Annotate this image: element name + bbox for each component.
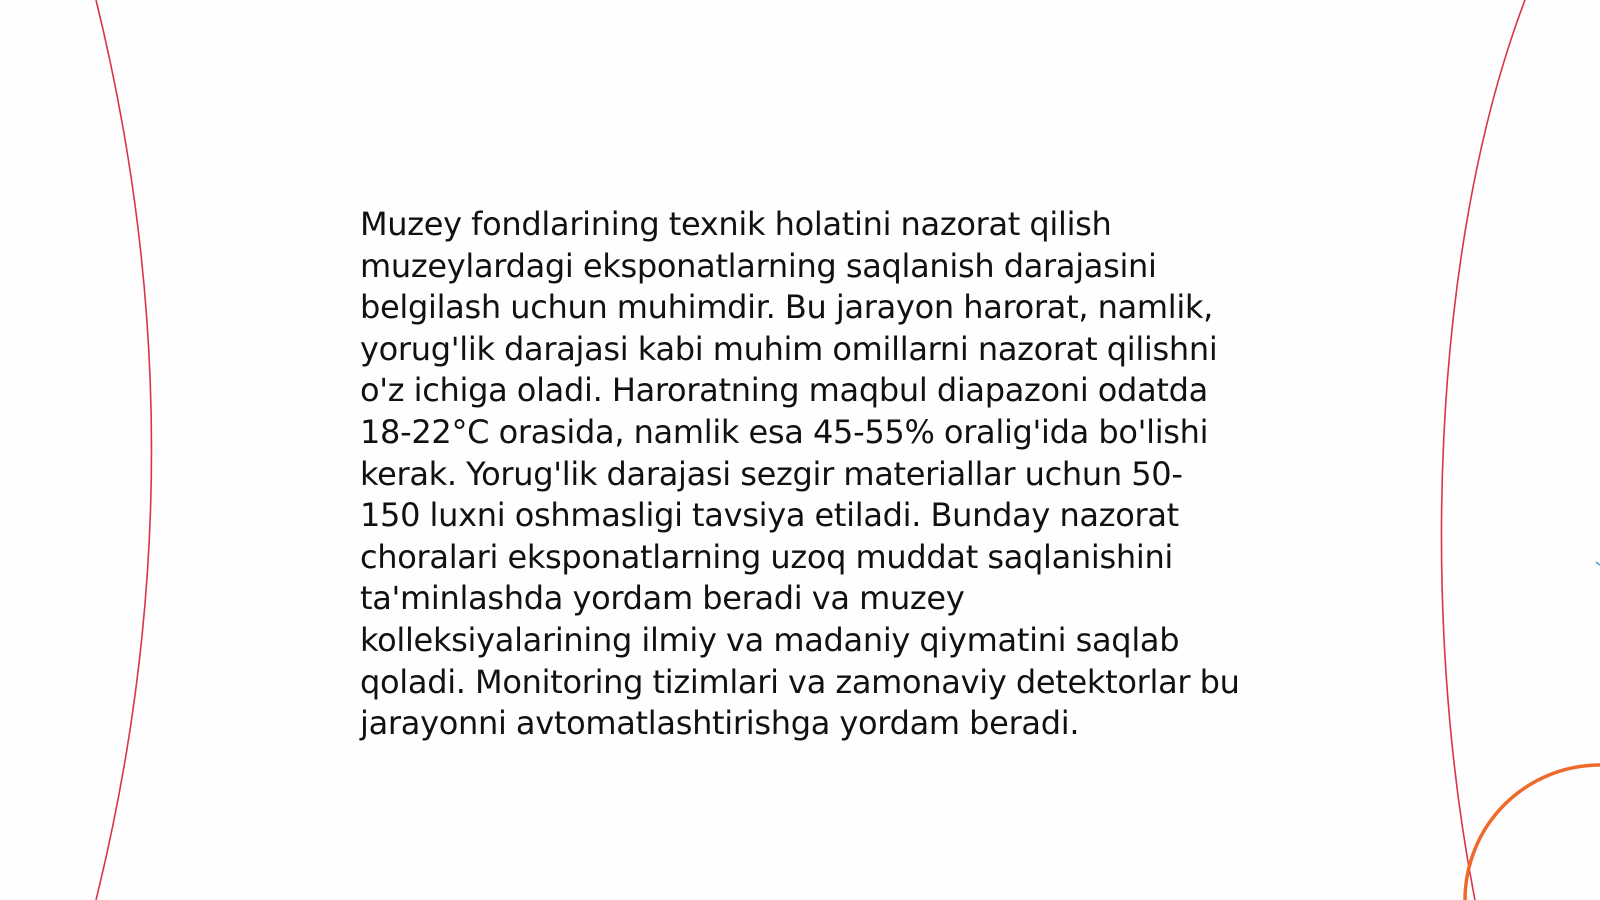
small-blue-mark	[1596, 562, 1600, 565]
right-curve-line	[1441, 0, 1525, 900]
orange-arc	[1465, 765, 1600, 900]
left-curve-line	[96, 0, 152, 900]
body-text: Muzey fondlarining texnik holatini nazorat qilish muzeylardagi eksponatlarning saqlanish darajasini belgilash uchun muhimdir. Bu jarayon harorat, namlik, yorug'lik darajasi kabi muhim omillarni nazorat qilishni o'z ichiga oladi. Haroratning maqbul diapazoni odatda 18-22°C orasida, namlik esa 45-55% oralig'ida bo'lishi kerak. Yorug'lik darajasi sezgir materiallar uchun 50-150 luxni oshmasligi tavsiya etiladi. Bunday nazorat choralari eksponatlarning uzoq muddat saqlanishini ta'minlashda yordam beradi va muzey kolleksiyalarining ilmiy va madaniy qiymatini saqlab qoladi. Monitoring tizimlari va zamonaviy detektorlar bu jarayonni avtomatlashtirishga yordam beradi.	[360, 205, 1240, 743]
